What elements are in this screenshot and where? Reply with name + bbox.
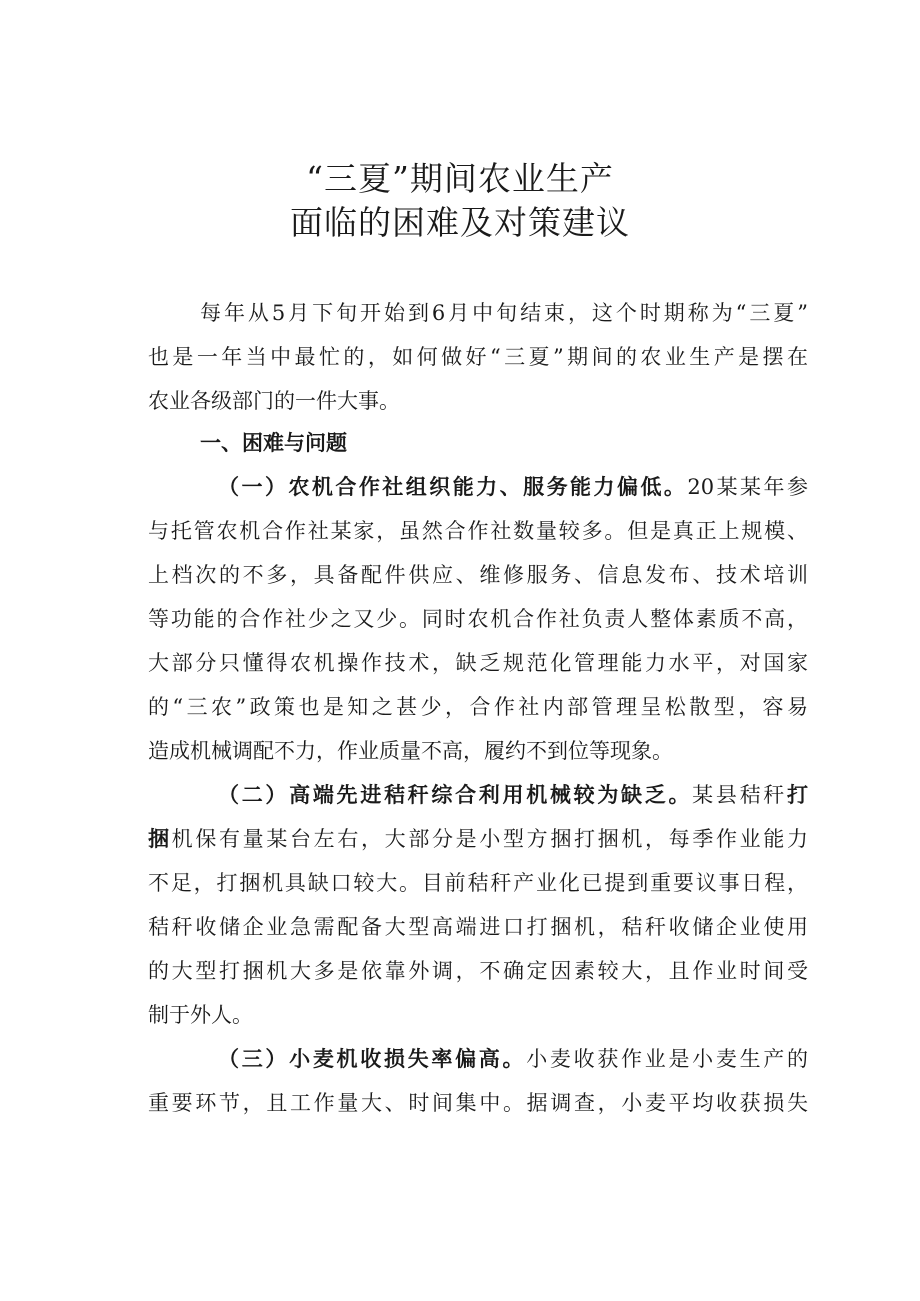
item3-heading: （三）小麦机收损失率偏高。 — [218, 1046, 527, 1071]
item3-line-1-text: 小麦收获作业是小麦生产的 — [526, 1047, 808, 1071]
item1-line-1-text: 20某某年参 — [687, 475, 808, 499]
item3-line-1 — [218, 1037, 808, 1081]
item2-line-2 — [148, 817, 808, 861]
item2-line-1 — [218, 773, 808, 817]
item1-line-4: 等功能的合作社少之又少。同时农机合作社负责人整体素质不高， — [148, 607, 808, 631]
intro-line-2: 也是一年当中最忙的，如何做好“三夏”期间的农业生产是摆在 — [148, 345, 808, 369]
item1-line-5: 大部分只懂得农机操作技术，缺乏规范化管理能力水平，对国家 — [148, 651, 808, 675]
item2-line-1-bold-tail: 打 — [787, 782, 808, 807]
item2-line-3: 不足，打捆机具缺口较大。目前秸秆产业化已提到重要议事日程， — [148, 871, 808, 895]
item1-line-3: 上档次的不多，具备配件供应、维修服务、信息发布、技术培训 — [148, 563, 808, 587]
intro-line-1: 每年从5月下旬开始到6月中旬结束，这个时期称为“三夏” — [200, 301, 808, 325]
item1-line-1 — [218, 465, 808, 509]
item2-heading: （二）高端先进秸秆综合利用机械较为缺乏。 — [218, 782, 693, 807]
item1-line-2: 与托管农机合作社某家，虽然合作社数量较多。但是真正上规模、 — [148, 519, 808, 543]
item3-line-2: 重要环节，且工作量大、时间集中。据调查，小麦平均收获损失 — [148, 1091, 808, 1115]
item2-line-5: 的大型打捆机大多是依靠外调，不确定因素较大，且作业时间受 — [148, 959, 808, 983]
document-title-line-2: 面临的困难及对策建议 — [290, 203, 630, 242]
item2-line-4: 秸秆收储企业急需配备大型高端进口打捆机，秸秆收储企业使用 — [148, 915, 808, 939]
intro-line-3: 农业各级部门的一件大事。 — [148, 389, 400, 413]
section-heading-difficulties: 一、困难与问题 — [200, 430, 347, 455]
item2-line-2-text: 机保有量某台左右，大部分是小型方捆打捆机，每季作业能力 — [171, 827, 808, 851]
item1-line-7: 造成机械调配不力，作业质量不高，履约不到位等现象。 — [148, 739, 673, 763]
item1-heading: （一）农机合作社组织能力、服务能力偏低。 — [218, 474, 688, 499]
document-title-line-1: “三夏”期间农业生产 — [306, 159, 614, 198]
item2-line-2-bold-head: 捆 — [148, 826, 172, 851]
item2-line-6: 制于外人。 — [148, 1003, 253, 1027]
item2-line-1-text: 某县秸秆 — [692, 783, 788, 807]
item1-line-6: 的“三农”政策也是知之甚少，合作社内部管理呈松散型，容易 — [148, 695, 808, 719]
